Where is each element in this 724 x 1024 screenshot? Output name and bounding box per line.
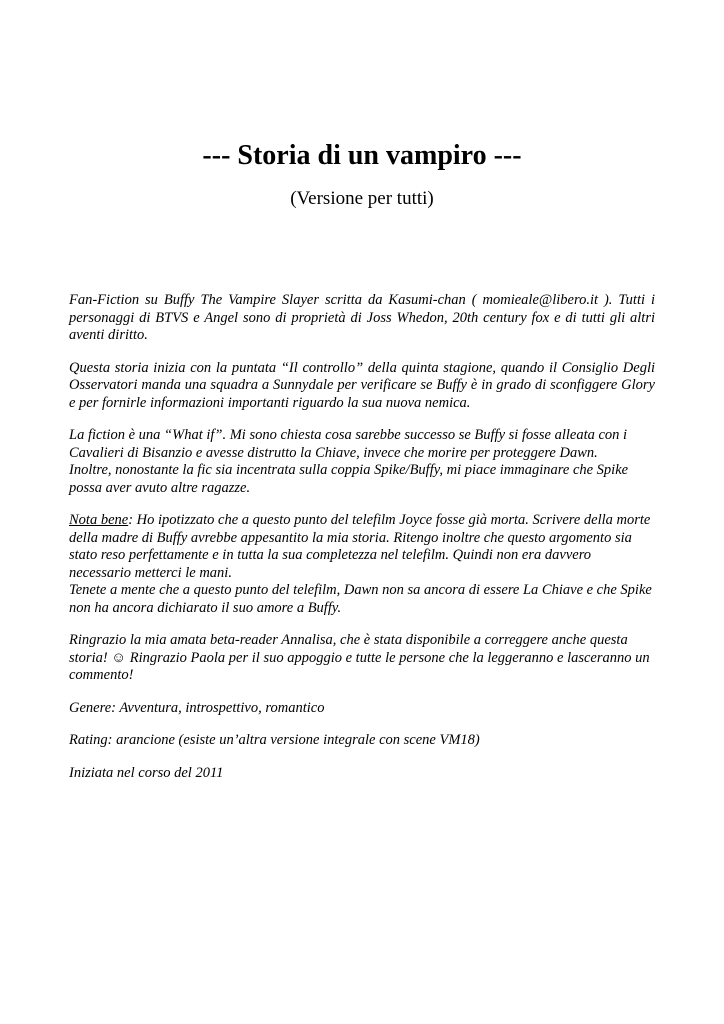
intro-paragraph: Fan-Fiction su Buffy The Vampire Slayer scritta da Kasumi-chan ( momieale@libero.it ). Tutti i personaggi di BTVS e Angel sono di proprietà di Joss Whedon, 20th century fox e di tutti gli altri aventi diritto.: [69, 292, 655, 343]
document-subtitle: (Versione per tutti): [290, 188, 434, 209]
what-if-text: La fiction è una “What if”. Mi sono chiesta cosa sarebbe successo se Buffy si fosse alleata con i Cavalieri di Bisanzio e avesse distrutto la Chiave, invece che morire per proteggere Dawn.: [69, 427, 628, 461]
note-paragraph: [69, 512, 655, 617]
other-girls-text: Inoltre, nonostante la fic sia incentrata sulla coppia Spike/Buffy, mi piace immaginare che Spike possa aver avuto altre ragazze.: [69, 462, 629, 496]
rating-line: Rating: arancione (esiste un’altra versione integrale con scene VM18): [69, 732, 480, 748]
document-body: [69, 292, 655, 797]
note-second-text: Tenete a mente che a questo punto del telefilm, Dawn non sa ancora di essere La Chiave e che Spike non ha ancora dichiarato il suo amore a Buffy.: [69, 582, 652, 616]
note-label: Nota bene: [69, 512, 129, 528]
note-text: : Ho ipotizzato che a questo punto del telefilm Joyce fosse già morta. Scrivere della morte della madre di Buffy avrebbe appesantito la mia storia. Ritengo inoltre che questo argomento sia stato reso perfettamente e in tutta la sua completezza nel telefilm. Quindi non era davvero necessario metterci le mani.: [69, 512, 651, 581]
genre-line: Genere: Avventura, introspettivo, romantico: [69, 699, 325, 716]
thanks-paragraph: Ringrazio la mia amata beta-reader Annalisa, che è stata disponibile a correggere anche questa storia! ☺ Ringrazio Paola per il suo appoggio e tutte le persone che la leggeranno e lasceranno un commento!: [69, 632, 650, 683]
document-title: --- Storia di un vampiro ---: [202, 140, 522, 171]
what-if-paragraph: [69, 427, 655, 497]
story-start-paragraph: Questa storia inizia con la puntata “Il controllo” della quinta stagione, quando il Consiglio Degli Osservatori manda una squadra a Sunnydale per verificare se Buffy è in grado di sconfiggere Glory e per fornirle informazioni importanti riguardo la sua nuova nemica.: [69, 359, 655, 411]
started-line: Iniziata nel corso del 2011: [69, 764, 224, 781]
